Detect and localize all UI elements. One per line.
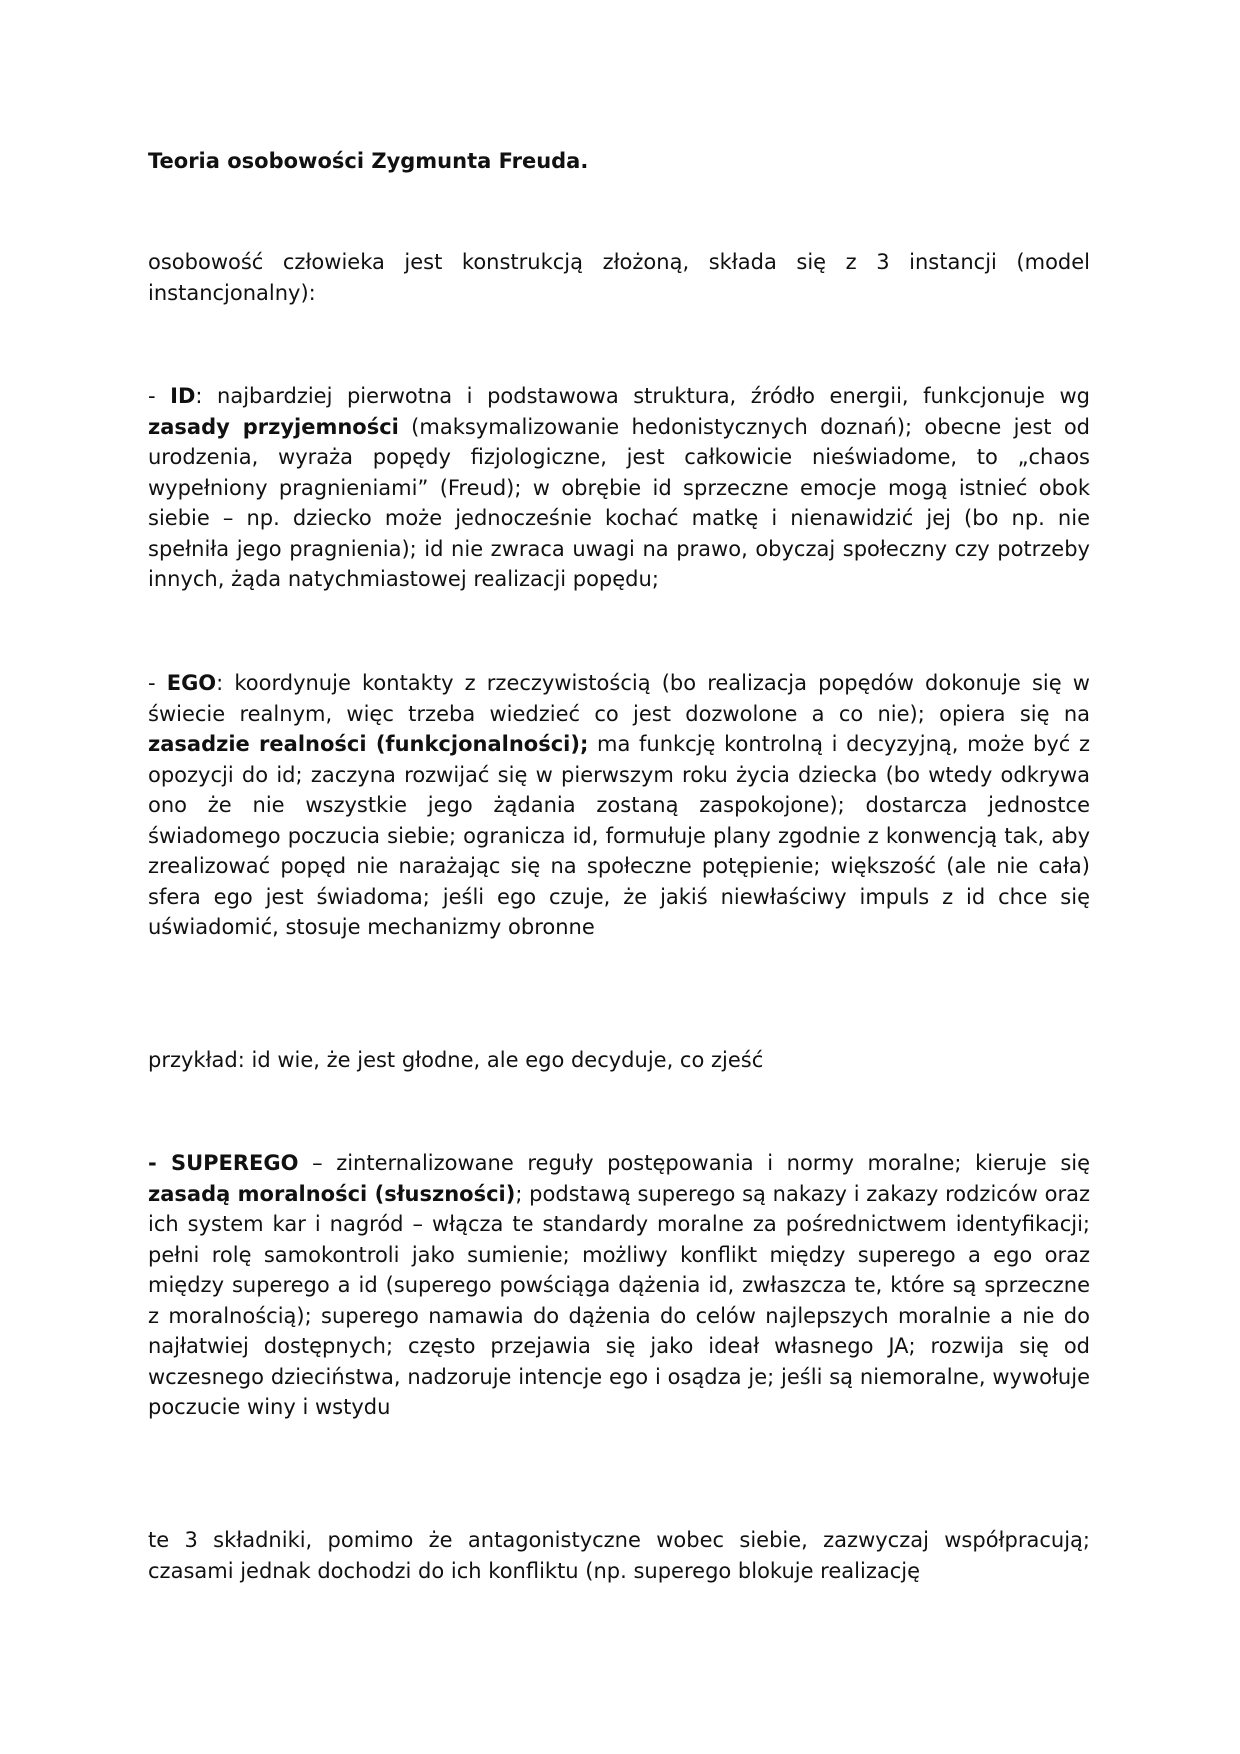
ego-term: EGO [166,671,217,695]
ego-text-1: : koordynuje kontakty z rzeczywistością (bo realizacja popędów dokonuje się w świecie realnym, więc trzeba wiedzieć co jest dozwolone a co nie); opiera się na [148,671,1090,726]
superego-text-2: ; podstawą superego są nakazy i zakazy rodziców oraz ich system kar i nagród – włącza te standardy moralne za pośrednictwem identyfikacji; pełni rolę samokontroli jako sumienie; możliwy konflikt między superego a ego oraz między superego a id (superego powściąga dążenia id, zwłaszcza te, które są sprzeczne z moralnością); superego namawia do dążenia do celów najlepszych moralnie a nie do najłatwiej dostępnych; często przejawia się jako ideał własnego JA; rozwija się od wczesnego dzieciństwa, nadzoruje intencje ego i osądza je; jeśli są niemoralne, wywołuje poczucie winy i wstydu [148,1181,1090,1419]
intro-paragraph: osobowość człowieka jest konstrukcją złożoną, składa się z 3 instancji (model instancjonalny): [148,250,1090,305]
id-paragraph [148,381,1090,595]
document-page [148,0,1090,1754]
ego-principle: zasadzie realności (funkcjonalności); [148,732,589,756]
superego-paragraph [148,1148,1090,1423]
id-principle: zasady przyjemności [148,414,399,439]
document-title: Teoria osobowości Zygmunta Freuda. [148,149,589,173]
superego-principle: zasadą moralności (słuszności) [148,1181,516,1206]
ego-prefix: - [148,671,167,695]
superego-term: - SUPEREGO [148,1151,299,1175]
ego-paragraph [148,668,1090,943]
outro-paragraph: te 3 składniki, pomimo że antagonistyczne wobec siebie, zazwyczaj współpracują; czasami jednak dochodzi do ich konfliktu (np. superego blokuje realizację [148,1528,1090,1583]
id-text-2: (maksymalizowanie hedonistycznych doznań); obecne jest od urodzenia, wyraża popędy fizjologiczne, jest całkowicie nieświadome, to „chaos wypełniony pragnieniami” (Freud); w obrębie id sprzeczne emocje mogą istnieć obok siebie – np. dziecko może jednocześnie kochać matkę i nienawidzić jej (bo np. nie spełniła jego pragnienia); id nie zwraca uwagi na prawo, obyczaj społeczny czy potrzeby innych, żąda natychmiastowej realizacji popędu; [148,414,1090,591]
id-text-1: : najbardziej pierwotna i podstawowa struktura, źródło energii, funkcjonuje wg [195,384,1090,408]
superego-text-1: – zinternalizowane reguły postępowania i normy moralne; kieruje się [298,1151,1091,1175]
example-paragraph: przykład: id wie, że jest głodne, ale ego decyduje, co zjeść [148,1048,764,1072]
ego-text-2: ma funkcję kontrolną i decyzyjną, może być z opozycji do id; zaczyna rozwijać się w pierwszym roku życia dziecka (bo wtedy odkrywa ono że nie wszystkie jego żądania zostaną zaspokojone); dostarcza jednostce świadomego poczucia siebie; ogranicza id, formułuje plany zgodnie z konwencją tak, aby zrealizować popęd nie narażając się na społeczne potępienie; większość (ale nie cała) sfera ego jest świadoma; jeśli ego czuje, że jakiś niewłaściwy impuls z id chce się uświadomić, stosuje mechanizmy obronne [148,732,1091,939]
id-prefix: - [148,384,171,408]
id-term: ID [170,384,196,408]
